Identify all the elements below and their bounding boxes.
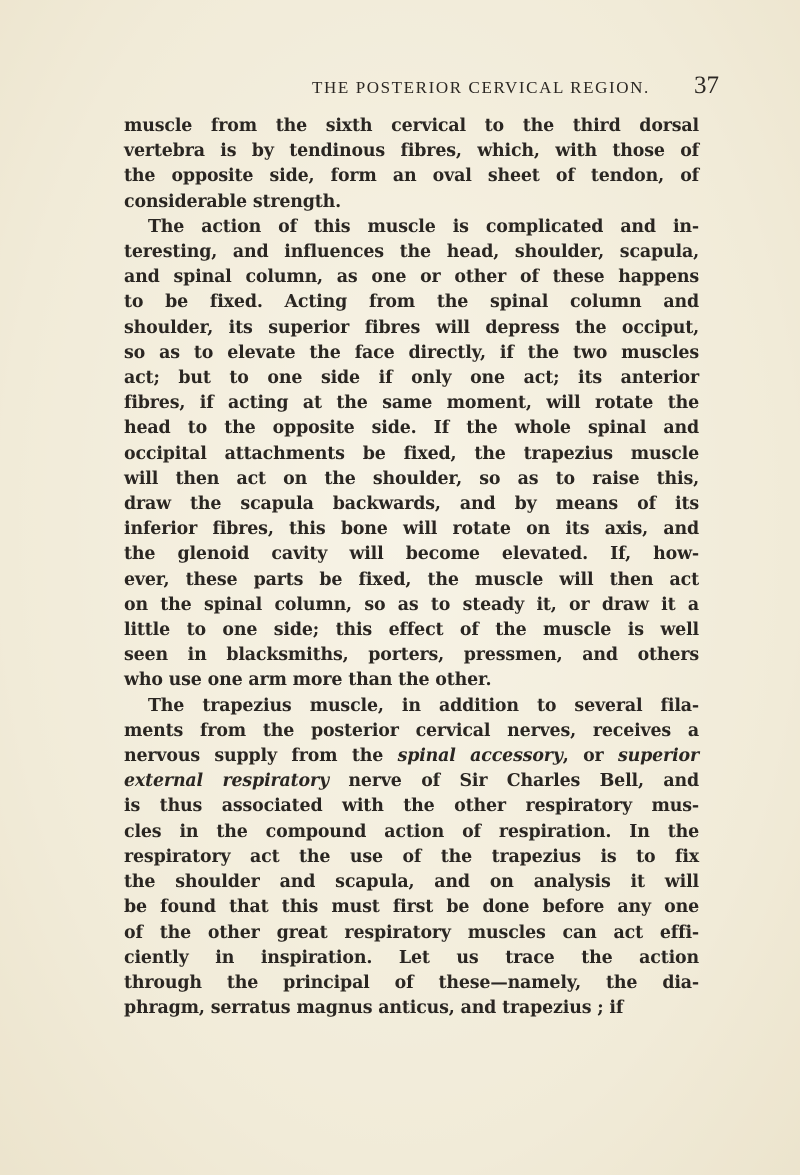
page-number: 37	[694, 72, 719, 99]
body-text	[124, 114, 699, 1021]
text-line: inferior fibres, this bone will rotate on its axis, and	[124, 519, 699, 540]
text-line: so as to elevate the face directly, if the two muscles	[124, 342, 699, 363]
text-line: seen in blacksmiths, porters, pressmen, and others	[124, 645, 699, 666]
text-line: is thus associated with the other respiratory mus-	[124, 796, 699, 817]
text-line: cles in the compound action of respiration. In the	[124, 821, 699, 842]
text-line: ever, these parts be fixed, the muscle will then act	[124, 569, 699, 590]
text-line: on the spinal column, so as to steady it, or draw it a	[124, 594, 699, 615]
text-line: and spinal column, as one or other of these happens	[124, 267, 699, 288]
text-line: considerable strength.	[124, 191, 342, 212]
text-line: head to the opposite side. If the whole spinal and	[124, 418, 699, 439]
text-run: , or	[562, 746, 618, 767]
italic-term-external-respiratory: external respiratory	[124, 771, 329, 792]
text-line: phragm, serratus magnus anticus, and trapezius ; if	[124, 998, 624, 1019]
text-line: respiratory act the use of the trapezius is to fix	[124, 846, 699, 867]
text-line: The trapezius muscle, in addition to several fila-	[148, 695, 699, 716]
text-line-with-italics	[124, 769, 699, 794]
text-line: fibres, if acting at the same moment, will rotate the	[124, 393, 699, 414]
text-line: through the principal of these—namely, the dia-	[124, 972, 699, 993]
italic-term-spinal-accessory: spinal accessory	[397, 746, 563, 767]
text-line: of the other great respiratory muscles can act effi-	[124, 922, 699, 943]
text-line: draw the scapula backwards, and by means of its	[124, 494, 699, 515]
text-line: be found that this must first be done before any one	[124, 897, 699, 918]
italic-term-superior: superior	[618, 746, 699, 767]
text-line: ciently in inspiration. Let us trace the action	[124, 947, 699, 968]
text-line: little to one side; this effect of the muscle is well	[124, 620, 699, 641]
text-line: act; but to one side if only one act; its anterior	[124, 368, 699, 389]
text-line: the shoulder and scapula, and on analysis it will	[124, 872, 699, 893]
text-run: nervous supply from the	[124, 746, 398, 767]
text-line: muscle from the sixth cervical to the third dorsal	[124, 116, 699, 136]
text-line: The action of this muscle is complicated and in-	[148, 216, 699, 237]
text-line: who use one arm more than the other.	[124, 670, 492, 691]
text-line: occipital attachments be fixed, the trapezius muscle	[124, 443, 699, 464]
text-line: will then act on the shoulder, so as to raise this,	[124, 468, 699, 489]
text-run: nerve of Sir Charles Bell, and	[328, 771, 699, 792]
text-line: shoulder, its superior fibres will depress the occiput,	[124, 317, 699, 338]
running-head: THE POSTERIOR CERVICAL REGION.	[312, 78, 650, 97]
text-line: vertebra is by tendinous fibres, which, with those of	[124, 141, 699, 162]
text-line: the opposite side, form an oval sheet of tendon, of	[124, 166, 699, 187]
text-line: teresting, and influences the head, shoulder, scapula,	[124, 242, 699, 263]
text-line: to be fixed. Acting from the spinal column and	[124, 292, 699, 313]
text-line-with-italics	[124, 744, 699, 769]
text-line: the glenoid cavity will become elevated. If, how-	[124, 544, 699, 565]
text-line: ments from the posterior cervical nerves, receives a	[124, 720, 699, 741]
